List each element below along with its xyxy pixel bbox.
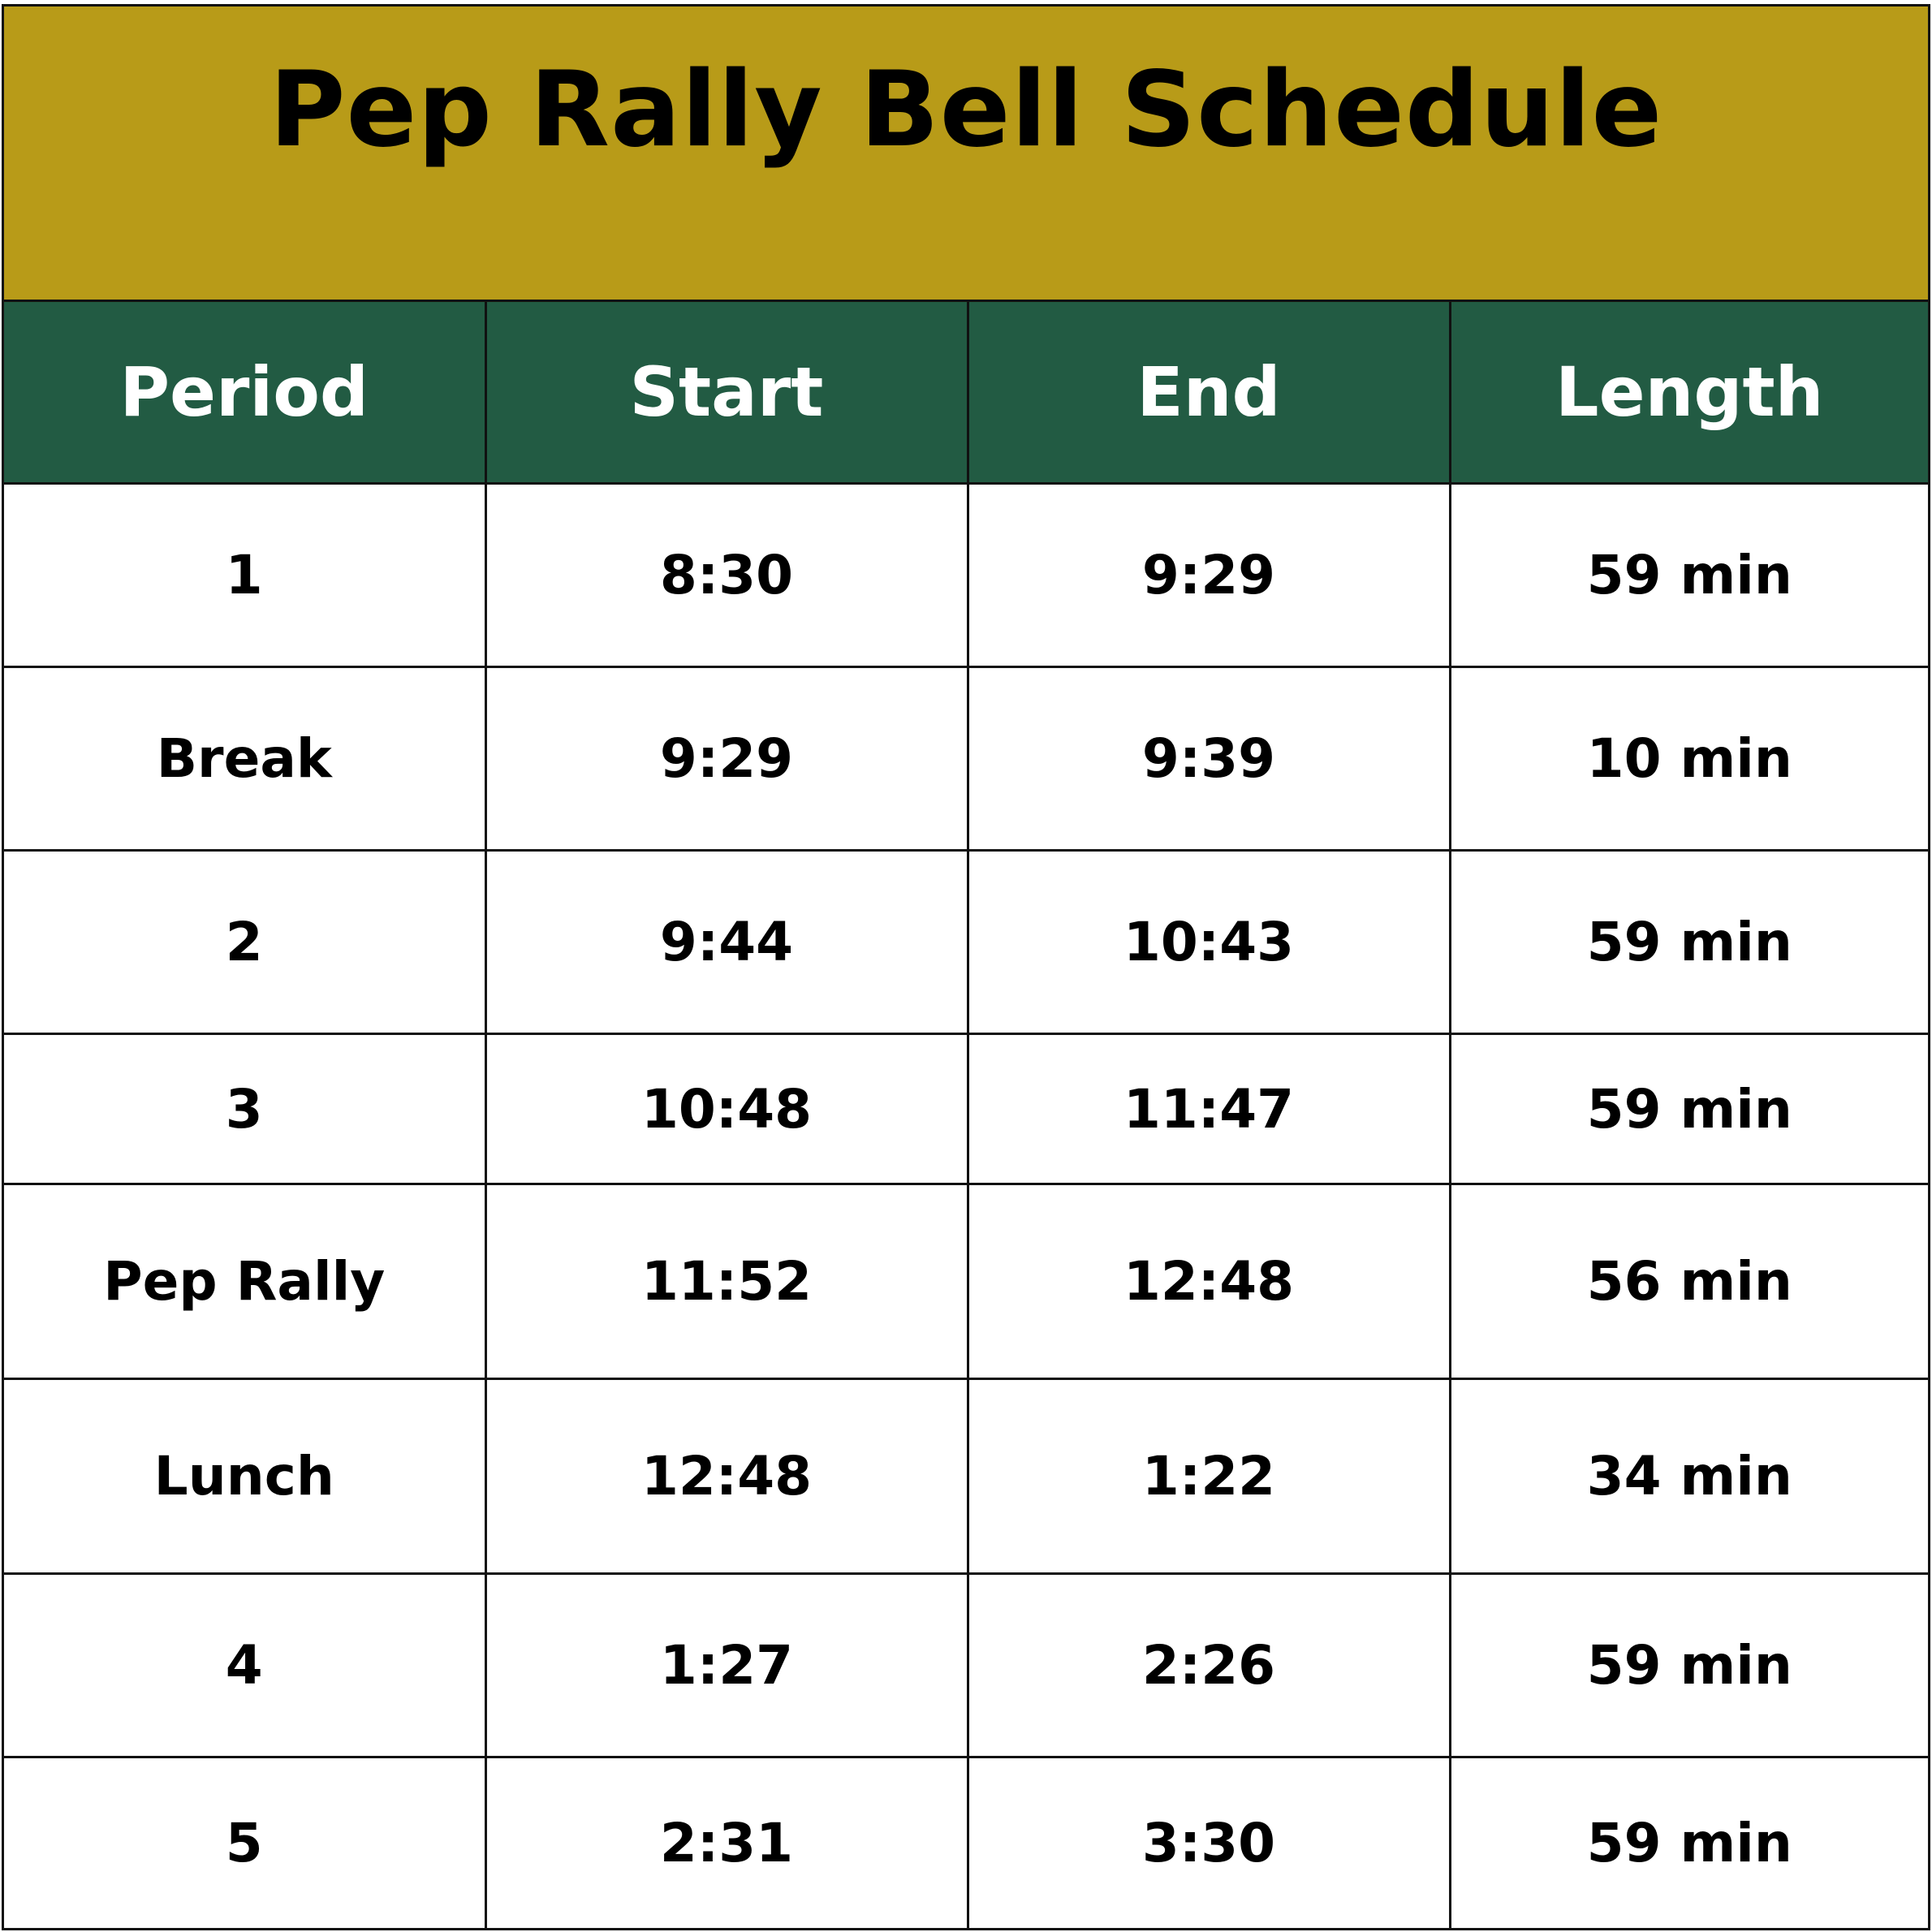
schedule-table [4, 302, 1928, 1928]
start-cell: 1:27 [485, 1574, 968, 1757]
length-cell: 59 min [1450, 1574, 1928, 1757]
length-cell: 10 min [1450, 667, 1928, 851]
title-banner [4, 6, 1928, 302]
table-row [4, 1184, 1928, 1379]
end-cell: 3:30 [968, 1757, 1450, 1928]
period-cell: Break [4, 667, 485, 851]
end-cell: 9:29 [968, 484, 1450, 667]
column-header-start: Start [485, 302, 968, 484]
period-cell: 2 [4, 851, 485, 1034]
table-row [4, 667, 1928, 851]
table-row [4, 484, 1928, 667]
table-row [4, 851, 1928, 1034]
length-cell: 56 min [1450, 1184, 1928, 1379]
end-cell: 2:26 [968, 1574, 1450, 1757]
period-cell: Pep Rally [4, 1184, 485, 1379]
length-cell: 59 min [1450, 1757, 1928, 1928]
start-cell: 9:29 [485, 667, 968, 851]
length-cell: 59 min [1450, 484, 1928, 667]
schedule-sheet [2, 4, 1930, 1930]
table-row [4, 1757, 1928, 1928]
period-cell: 4 [4, 1574, 485, 1757]
column-header-length: Length [1450, 302, 1928, 484]
start-cell: 11:52 [485, 1184, 968, 1379]
end-cell: 12:48 [968, 1184, 1450, 1379]
period-cell: 1 [4, 484, 485, 667]
column-header-period: Period [4, 302, 485, 484]
start-cell: 12:48 [485, 1379, 968, 1574]
start-cell: 10:48 [485, 1034, 968, 1184]
length-cell: 34 min [1450, 1379, 1928, 1574]
header-row [4, 302, 1928, 484]
page-title: Pep Rally Bell Schedule [269, 50, 1663, 170]
period-cell: Lunch [4, 1379, 485, 1574]
end-cell: 9:39 [968, 667, 1450, 851]
length-cell: 59 min [1450, 851, 1928, 1034]
table-row [4, 1034, 1928, 1184]
column-header-end: End [968, 302, 1450, 484]
end-cell: 11:47 [968, 1034, 1450, 1184]
table-row [4, 1574, 1928, 1757]
period-cell: 3 [4, 1034, 485, 1184]
start-cell: 2:31 [485, 1757, 968, 1928]
start-cell: 9:44 [485, 851, 968, 1034]
table-row [4, 1379, 1928, 1574]
end-cell: 1:22 [968, 1379, 1450, 1574]
period-cell: 5 [4, 1757, 485, 1928]
start-cell: 8:30 [485, 484, 968, 667]
length-cell: 59 min [1450, 1034, 1928, 1184]
end-cell: 10:43 [968, 851, 1450, 1034]
